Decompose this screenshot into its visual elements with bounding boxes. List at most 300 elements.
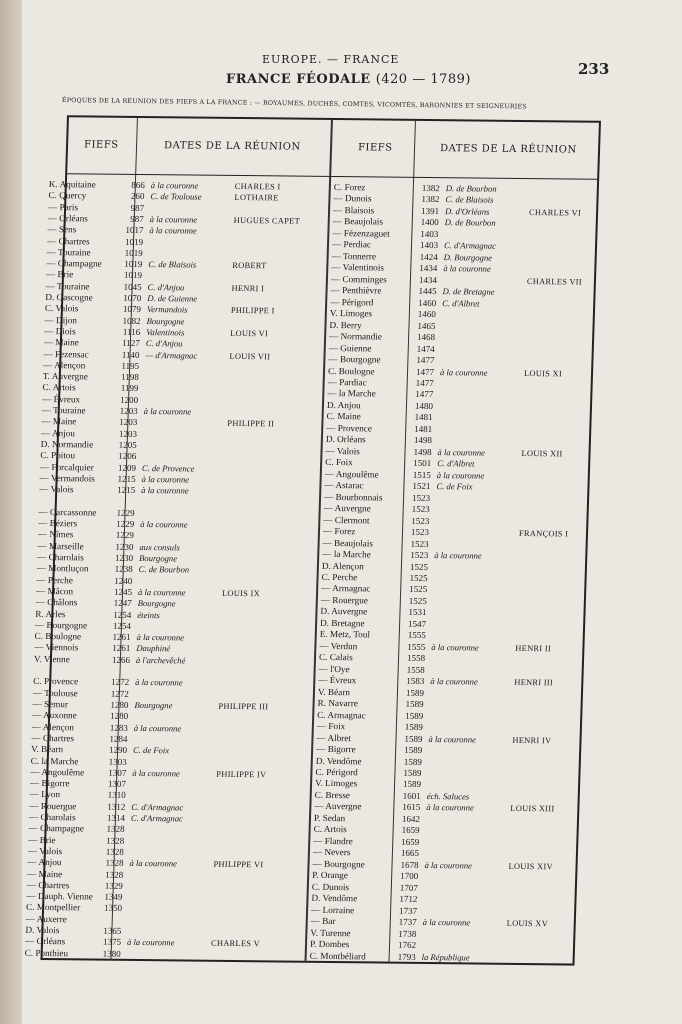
fief-name: C. la Marche — [30, 755, 79, 766]
reunion-note — [432, 630, 512, 631]
fief-name: — Valois — [27, 845, 63, 857]
reunion-note: à la couronne — [150, 180, 199, 191]
year: 1017 — [125, 225, 144, 236]
year: 1375 — [102, 937, 122, 948]
reunion-note: à la couronne — [132, 767, 180, 779]
fief-name: C. Perche — [321, 571, 358, 583]
year: 1240 — [114, 575, 133, 586]
fief-name: P. Dombes — [309, 938, 350, 950]
year: 1203 — [118, 428, 138, 439]
fief-name: — Périgord — [330, 296, 374, 308]
reunion-note — [128, 915, 208, 916]
fief-name: T. Auvergne — [42, 371, 89, 382]
year: 987 — [130, 213, 144, 224]
fief-name: — Dunois — [333, 193, 372, 204]
fief-name: R. Navarre — [317, 698, 359, 709]
fief-name: D. Valois — [25, 924, 60, 936]
year: 1481 — [414, 423, 433, 434]
reunion-note — [428, 768, 508, 769]
reunion-note — [433, 607, 513, 608]
fief-name: — Comminges — [330, 273, 388, 285]
fief-name: R. Arles — [35, 608, 66, 619]
fief-name: — Béziers — [38, 518, 78, 529]
fief-name: — Mâcon — [35, 585, 74, 597]
fief-name: — Auvergne — [323, 503, 371, 514]
year: 1206 — [118, 451, 137, 462]
year: 1525 — [409, 561, 429, 572]
year: 1045 — [123, 281, 142, 292]
king: CHARLES I — [234, 181, 281, 192]
reunion-note: la République — [421, 951, 470, 962]
reunion-note: à la couronne — [430, 676, 478, 687]
reunion-note — [129, 869, 209, 870]
fief-name: — Bourgogne — [312, 858, 365, 870]
year: 1498 — [413, 435, 433, 446]
fief-name: — Anjou — [27, 857, 62, 868]
fief-name: V. Vienne — [33, 653, 70, 665]
reunion-note — [442, 309, 522, 310]
year: 1314 — [106, 812, 126, 823]
reunion-note: à la couronne — [129, 858, 178, 869]
year: 1312 — [107, 801, 126, 812]
year: 1350 — [103, 903, 123, 914]
year: 1328 — [106, 835, 125, 846]
fief-name: — Beaujolais — [332, 216, 384, 227]
year: 1229 — [116, 507, 135, 518]
reunion-note: D. Bourgogne — [443, 251, 493, 263]
year: 1555 — [407, 641, 426, 652]
reunion-note — [436, 516, 516, 517]
year: 1547 — [407, 618, 427, 629]
reunion-note: à la couronne — [422, 917, 471, 928]
year: 1738 — [398, 928, 417, 939]
year: 1229 — [116, 518, 135, 530]
year: 1477 — [415, 377, 434, 389]
fief-name: C. Bresse — [314, 789, 351, 801]
year: 1199 — [120, 383, 139, 394]
fief-name: — Forcalquier — [39, 461, 94, 473]
fief-name — [34, 665, 102, 666]
reunion-note — [137, 621, 217, 622]
fief-name: — Beaujolais — [322, 537, 374, 549]
reunion-note: Bourgogne — [146, 315, 185, 327]
year: 1793 — [397, 951, 416, 962]
year: 1261 — [112, 631, 131, 643]
king: LOUIS VII — [229, 351, 271, 361]
reunion-note: Valentinois — [146, 326, 185, 338]
fiefs-table — [24, 115, 601, 965]
fief-name: K. Aquitaine — [48, 179, 96, 190]
year: 1589 — [403, 756, 422, 767]
reunion-note: C. de Bourbon — [138, 564, 190, 575]
fief-name: C. Montpellier — [25, 902, 81, 913]
reunion-note: Bourgogne — [138, 553, 178, 564]
fief-name: — Diois — [44, 325, 76, 337]
reunion-note — [140, 530, 220, 531]
fief-name: — Anjou — [40, 427, 76, 438]
fief-name: — Touraine — [45, 280, 90, 292]
year: 1303 — [108, 756, 127, 767]
year: 1382 — [421, 194, 440, 205]
reunion-note — [438, 435, 518, 436]
year: 1403 — [420, 228, 439, 239]
fief-name: — Rouergue — [320, 594, 369, 606]
year: 1283 — [109, 722, 128, 733]
fief-name: D. Vendôme — [315, 755, 362, 766]
year: 1380 — [102, 948, 121, 959]
fief-name: — Dauph. Vienne — [26, 890, 94, 902]
year: 1737 — [398, 916, 417, 928]
reunion-note — [142, 451, 222, 452]
reunion-note — [440, 378, 520, 379]
fief-name: — Auvergne — [314, 801, 362, 812]
reunion-note: à la couronne — [428, 733, 477, 745]
year: 1328 — [106, 824, 125, 835]
fief-name: — Valois — [325, 445, 360, 457]
year: 1082 — [122, 315, 141, 326]
year: 1307 — [108, 767, 127, 778]
fief-name: — la Marche — [322, 548, 371, 560]
year: 1400 — [420, 217, 439, 228]
year: 1678 — [400, 859, 419, 870]
reunion-note — [425, 837, 505, 838]
reunion-note — [432, 619, 512, 620]
fief-name: — Auxonne — [31, 710, 77, 721]
reunion-note: à la couronne — [137, 586, 186, 598]
year: 1659 — [401, 836, 420, 847]
fief-name: — Carcassonne — [38, 506, 97, 518]
year: 1215 — [117, 484, 136, 496]
reunion-note: à la couronne — [431, 641, 479, 653]
year: 1525 — [409, 572, 428, 584]
fief-name: C. Armagnac — [317, 709, 366, 721]
col-header-dates-right: DATES DE LA RÉUNION — [439, 143, 577, 156]
fief-name: — Valentinois — [331, 262, 385, 273]
king: LOTHAIRE — [234, 193, 279, 203]
reunion-note: à la couronne — [141, 485, 189, 496]
year: 1290 — [108, 744, 128, 756]
fief-name: — Chartres — [26, 879, 70, 891]
fief-name: D. Vendôme — [311, 892, 358, 904]
reunion-note — [422, 940, 502, 941]
reunion-note: à la couronne — [143, 406, 192, 417]
reunion-note — [150, 203, 230, 204]
reunion-note: D. de Bourbon — [445, 183, 497, 194]
fief-name: — Orléans — [47, 212, 88, 224]
king: HENRI IV — [512, 735, 552, 745]
title-dates: (420 — 1789) — [375, 72, 471, 87]
header-rule — [67, 173, 597, 180]
reunion-note — [439, 413, 519, 414]
reunion-note — [144, 417, 224, 418]
king: LOUIS XI — [523, 368, 563, 378]
year: 1525 — [409, 584, 428, 595]
fief-name: V. Béarn — [317, 686, 351, 697]
fief-name: — Charolais — [28, 811, 76, 823]
year: 1498 — [413, 446, 432, 457]
fief-name: — Nîmes — [37, 529, 74, 540]
reunion-note: à la couronne — [437, 446, 486, 458]
col-header-dates-left: DATES DE LA RÉUNION — [163, 140, 301, 153]
year: 1198 — [120, 371, 139, 383]
year: 1523 — [410, 526, 430, 538]
year: 1329 — [104, 880, 123, 891]
year: 987 — [130, 202, 145, 213]
reunion-note — [133, 756, 213, 757]
king: PHILIPPE III — [218, 701, 269, 712]
reunion-note: éch. Saluces — [426, 790, 470, 802]
fief-name: P. Orange — [312, 870, 349, 881]
fief-name: — Clermont — [323, 514, 370, 526]
fief-name: — Dijon — [44, 314, 78, 325]
king: PHILIPPE IV — [216, 769, 267, 780]
reunion-note: à la couronne — [436, 469, 485, 481]
fief-name: — Verdun — [319, 640, 358, 652]
fief-name: C. Artois — [42, 382, 76, 393]
year: 1203 — [119, 417, 138, 428]
reunion-note: C. de Provence — [141, 462, 195, 474]
year: 1501 — [413, 458, 432, 469]
fief-name: — Blaisois — [332, 204, 375, 216]
reunion-note — [433, 585, 513, 586]
fief-name: C. Artois — [313, 824, 347, 835]
year: 1272 — [110, 688, 130, 699]
reunion-note — [433, 596, 513, 597]
year: 1477 — [416, 354, 435, 366]
col-header-fiefs-right: FIEFS — [357, 142, 393, 154]
left-column-rows — [24, 179, 318, 962]
reunion-note — [145, 372, 225, 373]
fief-name: — Montluçon — [36, 563, 89, 574]
king: LOUIS XII — [521, 448, 563, 459]
reunion-note: D. de Guienne — [147, 293, 198, 304]
year: 1070 — [123, 292, 142, 304]
king: FRANÇOIS I — [518, 529, 569, 539]
fief-name: — Armagnac — [321, 583, 371, 594]
king: CHARLES V — [210, 939, 261, 949]
reunion-note: Vermandois — [146, 304, 188, 315]
title-text: FRANCE FÉODALE — [226, 72, 371, 87]
fief-name: — Forez — [322, 526, 356, 537]
reunion-note — [423, 929, 503, 930]
king: LOUIS IX — [221, 588, 261, 599]
reunion-note — [424, 883, 504, 884]
year: 1555 — [407, 630, 426, 641]
year: 1205 — [118, 439, 137, 450]
reunion-note — [144, 395, 224, 396]
reunion-note — [434, 573, 514, 574]
year: 1523 — [411, 504, 430, 515]
reunion-note — [442, 321, 522, 322]
reunion-note: C. d'Albret — [437, 458, 475, 469]
year: 1280 — [109, 710, 129, 722]
fief-name: V. Turenne — [310, 927, 351, 938]
reunion-note — [145, 384, 225, 385]
reunion-note — [426, 814, 506, 815]
fief-name: C. Quercy — [48, 190, 87, 201]
fief-name: — Marseille — [37, 540, 84, 552]
reunion-note — [438, 424, 518, 425]
fief-name: — Guienne — [328, 342, 372, 353]
fief-name: — Rouergue — [29, 800, 77, 812]
fief-name: — Champagne — [46, 258, 102, 269]
reunion-note — [445, 229, 525, 230]
king: LOUIS XIII — [510, 804, 555, 814]
reunion-note: à la couronne — [424, 859, 473, 871]
year: 260 — [130, 191, 145, 202]
reunion-note — [134, 711, 214, 712]
reunion-note — [135, 689, 215, 690]
reunion-note — [139, 576, 219, 577]
fief-name: P. Sedan — [313, 812, 346, 824]
year: 1589 — [403, 767, 422, 778]
reunion-note: Dauphiné — [136, 643, 171, 654]
reunion-note: à la couronne — [141, 473, 190, 485]
fief-name: — Vermandois — [39, 472, 95, 484]
year: 1238 — [114, 564, 133, 575]
fief-name: — Albret — [316, 732, 352, 743]
reunion-note: Bourgogne — [134, 699, 173, 711]
fief-name: — Maine — [43, 337, 79, 348]
year: 1261 — [112, 643, 131, 654]
fief-name: — Perdiac — [331, 239, 372, 250]
reunion-note — [428, 757, 508, 758]
year: 866 — [131, 179, 145, 191]
reunion-note — [136, 666, 216, 667]
reunion-note: C. d'Albret — [442, 297, 480, 309]
reunion-note — [127, 949, 207, 950]
year: 1700 — [400, 870, 419, 882]
reunion-note: à la couronne — [439, 366, 488, 378]
reunion-note — [431, 653, 511, 654]
year: 1019 — [124, 247, 143, 258]
fief-name: — Alençon — [43, 359, 86, 371]
running-head: EUROPE. — FRANCE — [262, 53, 400, 66]
fief-name: C. Valois — [44, 303, 79, 314]
year: 1712 — [399, 893, 418, 905]
year: 1659 — [401, 825, 420, 836]
year: 1445 — [418, 286, 437, 297]
reunion-note — [149, 237, 229, 238]
reunion-note: C. d'Armagnac — [130, 812, 184, 824]
fief-name: — Maine — [41, 416, 77, 427]
reunion-note — [148, 270, 228, 271]
year: 1523 — [410, 549, 429, 561]
fief-name: — Angoulême — [324, 468, 379, 480]
year: 1474 — [416, 343, 435, 354]
reunion-note: aux consuls — [139, 541, 180, 553]
reunion-note: à la couronne — [434, 550, 482, 561]
fief-name: — Pardiac — [327, 376, 367, 388]
reunion-note — [429, 722, 509, 723]
reunion-note — [128, 926, 208, 927]
fief-name: D. Anjou — [326, 399, 361, 411]
year: 1116 — [122, 326, 141, 337]
reunion-note — [149, 248, 229, 249]
king: HUGUES CAPET — [233, 215, 301, 226]
right-column-rows — [309, 182, 603, 965]
year: 1266 — [111, 654, 131, 665]
reunion-note: éteints — [137, 609, 160, 620]
year: 1465 — [417, 320, 436, 331]
reunion-note: D. de Bretagne — [442, 286, 495, 297]
king: LOUIS XV — [506, 918, 549, 929]
year: 1642 — [401, 813, 421, 824]
year: 1254 — [113, 609, 132, 620]
reunion-note — [141, 508, 221, 509]
king: LOUIS XIV — [508, 861, 554, 872]
year: 1215 — [117, 473, 136, 484]
king: LOUIS VI — [230, 328, 269, 339]
reunion-note — [439, 390, 519, 391]
year: 1365 — [103, 925, 122, 936]
king: CHARLES VI — [528, 207, 582, 218]
year: 1247 — [113, 597, 132, 609]
fief-name: — Fézenzaguet — [332, 227, 390, 239]
year: 1203 — [119, 405, 138, 417]
king: HENRI II — [515, 643, 552, 654]
year: 1079 — [122, 304, 142, 315]
fief-name: V. Limoges — [329, 308, 373, 319]
fief-name: — Semur — [32, 698, 69, 710]
reunion-note — [441, 355, 521, 356]
year: 1307 — [107, 778, 127, 789]
fief-name: — Évreux — [41, 393, 81, 405]
year: 1480 — [414, 400, 434, 411]
fief-name: — l'Oye — [318, 663, 350, 674]
reunion-note — [436, 504, 516, 505]
year: 1737 — [398, 905, 418, 916]
fief-name: C. Dunois — [311, 881, 350, 892]
fief-name: C. Calais — [318, 652, 353, 663]
fief-name: C. Provence — [33, 676, 79, 687]
year: 1019 — [123, 270, 143, 281]
year: 1523 — [410, 538, 429, 549]
fief-name: D. Bretagne — [319, 617, 365, 629]
reunion-note — [425, 848, 505, 849]
year: 1707 — [399, 882, 419, 893]
year: 1230 — [114, 552, 134, 563]
year: 1558 — [406, 664, 425, 675]
king: HENRI III — [514, 678, 554, 688]
year: 1434 — [418, 274, 438, 285]
reunion-note: — d'Armagnac — [145, 349, 198, 361]
year: 1272 — [111, 677, 130, 688]
reunion-note: à la couronne — [126, 937, 175, 948]
year: 1481 — [414, 412, 433, 423]
reunion-note: C. d'Anjou — [147, 281, 185, 293]
fief-name: E. Metz, Toul — [319, 629, 371, 640]
year: 1589 — [404, 721, 424, 733]
fief-name: — Bourgogne — [34, 619, 88, 631]
fief-name: — Lorraine — [310, 904, 355, 915]
year: 1762 — [397, 939, 417, 950]
fief-name: C. Boulogne — [34, 631, 82, 642]
year: 1531 — [408, 607, 427, 618]
year: 1209 — [117, 462, 137, 473]
reunion-note: C. de Foix — [436, 481, 473, 492]
year: 1665 — [400, 848, 420, 859]
year: 1328 — [105, 846, 125, 857]
reunion-note: Bourgogne — [137, 598, 176, 609]
reunion-note — [430, 699, 510, 700]
reunion-note — [143, 429, 223, 430]
reunion-note: à la couronne — [136, 632, 185, 643]
year: 1403 — [419, 240, 439, 251]
fief-name: — Astarac — [324, 480, 364, 491]
year: 1229 — [115, 530, 134, 541]
year: 1382 — [421, 182, 440, 194]
